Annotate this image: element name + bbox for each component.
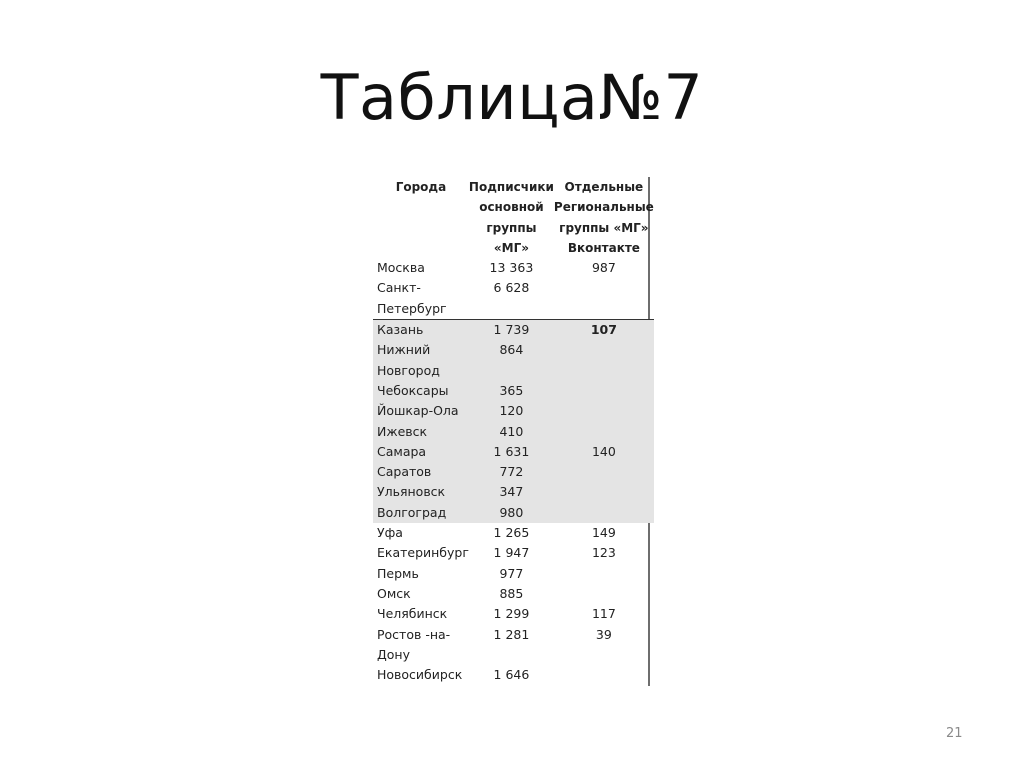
cell-city: Новгород [373, 361, 469, 381]
table-row [373, 665, 654, 685]
cell-subscribers: 1 739 [469, 320, 554, 341]
cell-subscribers: 1 947 [493, 545, 530, 561]
cell-vk-groups [554, 645, 654, 665]
table-row [373, 523, 654, 543]
cell-vk-groups [554, 665, 654, 685]
table-row [373, 482, 654, 502]
table-row [373, 564, 654, 584]
table-row [373, 604, 654, 624]
table-row [373, 462, 654, 482]
cell-vk-groups [554, 299, 654, 320]
table-row [373, 381, 654, 401]
cell-city: Казань [373, 320, 469, 341]
cell-subscribers: 977 [499, 565, 524, 581]
cell-subscribers [469, 645, 554, 665]
table-row [373, 340, 654, 360]
page-number: 21 [946, 726, 963, 741]
header-city: Города [395, 180, 447, 194]
cell-subscribers: 13 363 [489, 260, 534, 276]
cell-subscribers: 120 [469, 401, 554, 421]
header-vk-groups: Отдельные Региональные группы «МГ» Вконтакте [553, 180, 654, 255]
cell-subscribers: 410 [469, 422, 554, 442]
table-row [373, 422, 654, 442]
cell-vk-groups [554, 401, 654, 421]
cell-subscribers: 6 628 [493, 280, 530, 296]
cell-city: Самара [373, 442, 469, 462]
cell-city: Йошкар-Ола [373, 401, 469, 421]
cell-city: Чебоксары [373, 381, 469, 401]
cell-subscribers: 347 [469, 482, 554, 502]
cell-vk-groups: 39 [595, 626, 612, 642]
cell-vk-groups: 149 [591, 525, 616, 541]
cell-subscribers: 864 [469, 340, 554, 360]
cell-city: Екатеринбург [377, 545, 469, 561]
cell-subscribers: 1 646 [493, 667, 530, 683]
cell-vk-groups [554, 462, 654, 482]
table-row [373, 584, 654, 604]
table-row [373, 258, 654, 278]
cell-subscribers [469, 299, 554, 320]
cell-vk-groups: 107 [554, 320, 654, 341]
cell-subscribers: 1 631 [469, 442, 554, 462]
cell-vk-groups [554, 381, 654, 401]
header-subscribers: Подписчики основной группы «МГ» [468, 180, 554, 255]
table-header-row [373, 177, 654, 258]
table-row [373, 320, 654, 341]
cell-city: Омск [377, 585, 411, 601]
cell-city: Ульяновск [373, 482, 469, 502]
table-row [373, 401, 654, 421]
cell-city: Санкт- [377, 280, 421, 296]
cell-subscribers: 885 [499, 585, 524, 601]
table-row [373, 625, 654, 645]
table-row [373, 503, 654, 523]
cell-vk-groups [554, 564, 654, 584]
cell-vk-groups [554, 361, 654, 381]
cell-subscribers: 1 281 [493, 626, 530, 642]
table-row [373, 278, 654, 298]
cell-city: Нижний [373, 340, 469, 360]
cell-vk-groups: 140 [554, 442, 654, 462]
cell-city: Дону [377, 646, 410, 662]
cell-subscribers: 365 [469, 381, 554, 401]
cell-subscribers: 772 [469, 462, 554, 482]
cell-vk-groups [554, 482, 654, 502]
cell-subscribers: 980 [469, 503, 554, 523]
subscribers-table [373, 177, 654, 685]
cell-vk-groups [554, 503, 654, 523]
table-row [373, 442, 654, 462]
cell-vk-groups: 987 [591, 260, 616, 276]
cell-city: Москва [377, 260, 425, 276]
cell-vk-groups [554, 340, 654, 360]
table-row [373, 645, 654, 665]
cell-vk-groups: 123 [591, 545, 616, 561]
cell-city: Челябинск [377, 606, 448, 622]
cell-subscribers: 1 299 [493, 606, 530, 622]
cell-city: Пермь [377, 565, 419, 581]
cell-city: Ростов -на- [377, 626, 451, 642]
cell-subscribers: 1 265 [493, 525, 530, 541]
cell-vk-groups [554, 278, 654, 298]
slide-title: Таблица№7 [320, 61, 704, 134]
table-row [373, 361, 654, 381]
cell-city: Уфа [377, 525, 403, 541]
table-row [373, 299, 654, 320]
cell-subscribers [469, 361, 554, 381]
cell-city: Ижевск [373, 422, 469, 442]
cell-city: Саратов [373, 462, 469, 482]
cell-vk-groups [554, 422, 654, 442]
data-table-container [373, 177, 654, 686]
cell-city: Петербург [377, 300, 447, 316]
cell-city: Новосибирск [377, 667, 463, 683]
cell-city: Волгоград [373, 503, 469, 523]
cell-vk-groups: 117 [591, 606, 616, 622]
cell-vk-groups [554, 584, 654, 604]
table-row [373, 543, 654, 563]
